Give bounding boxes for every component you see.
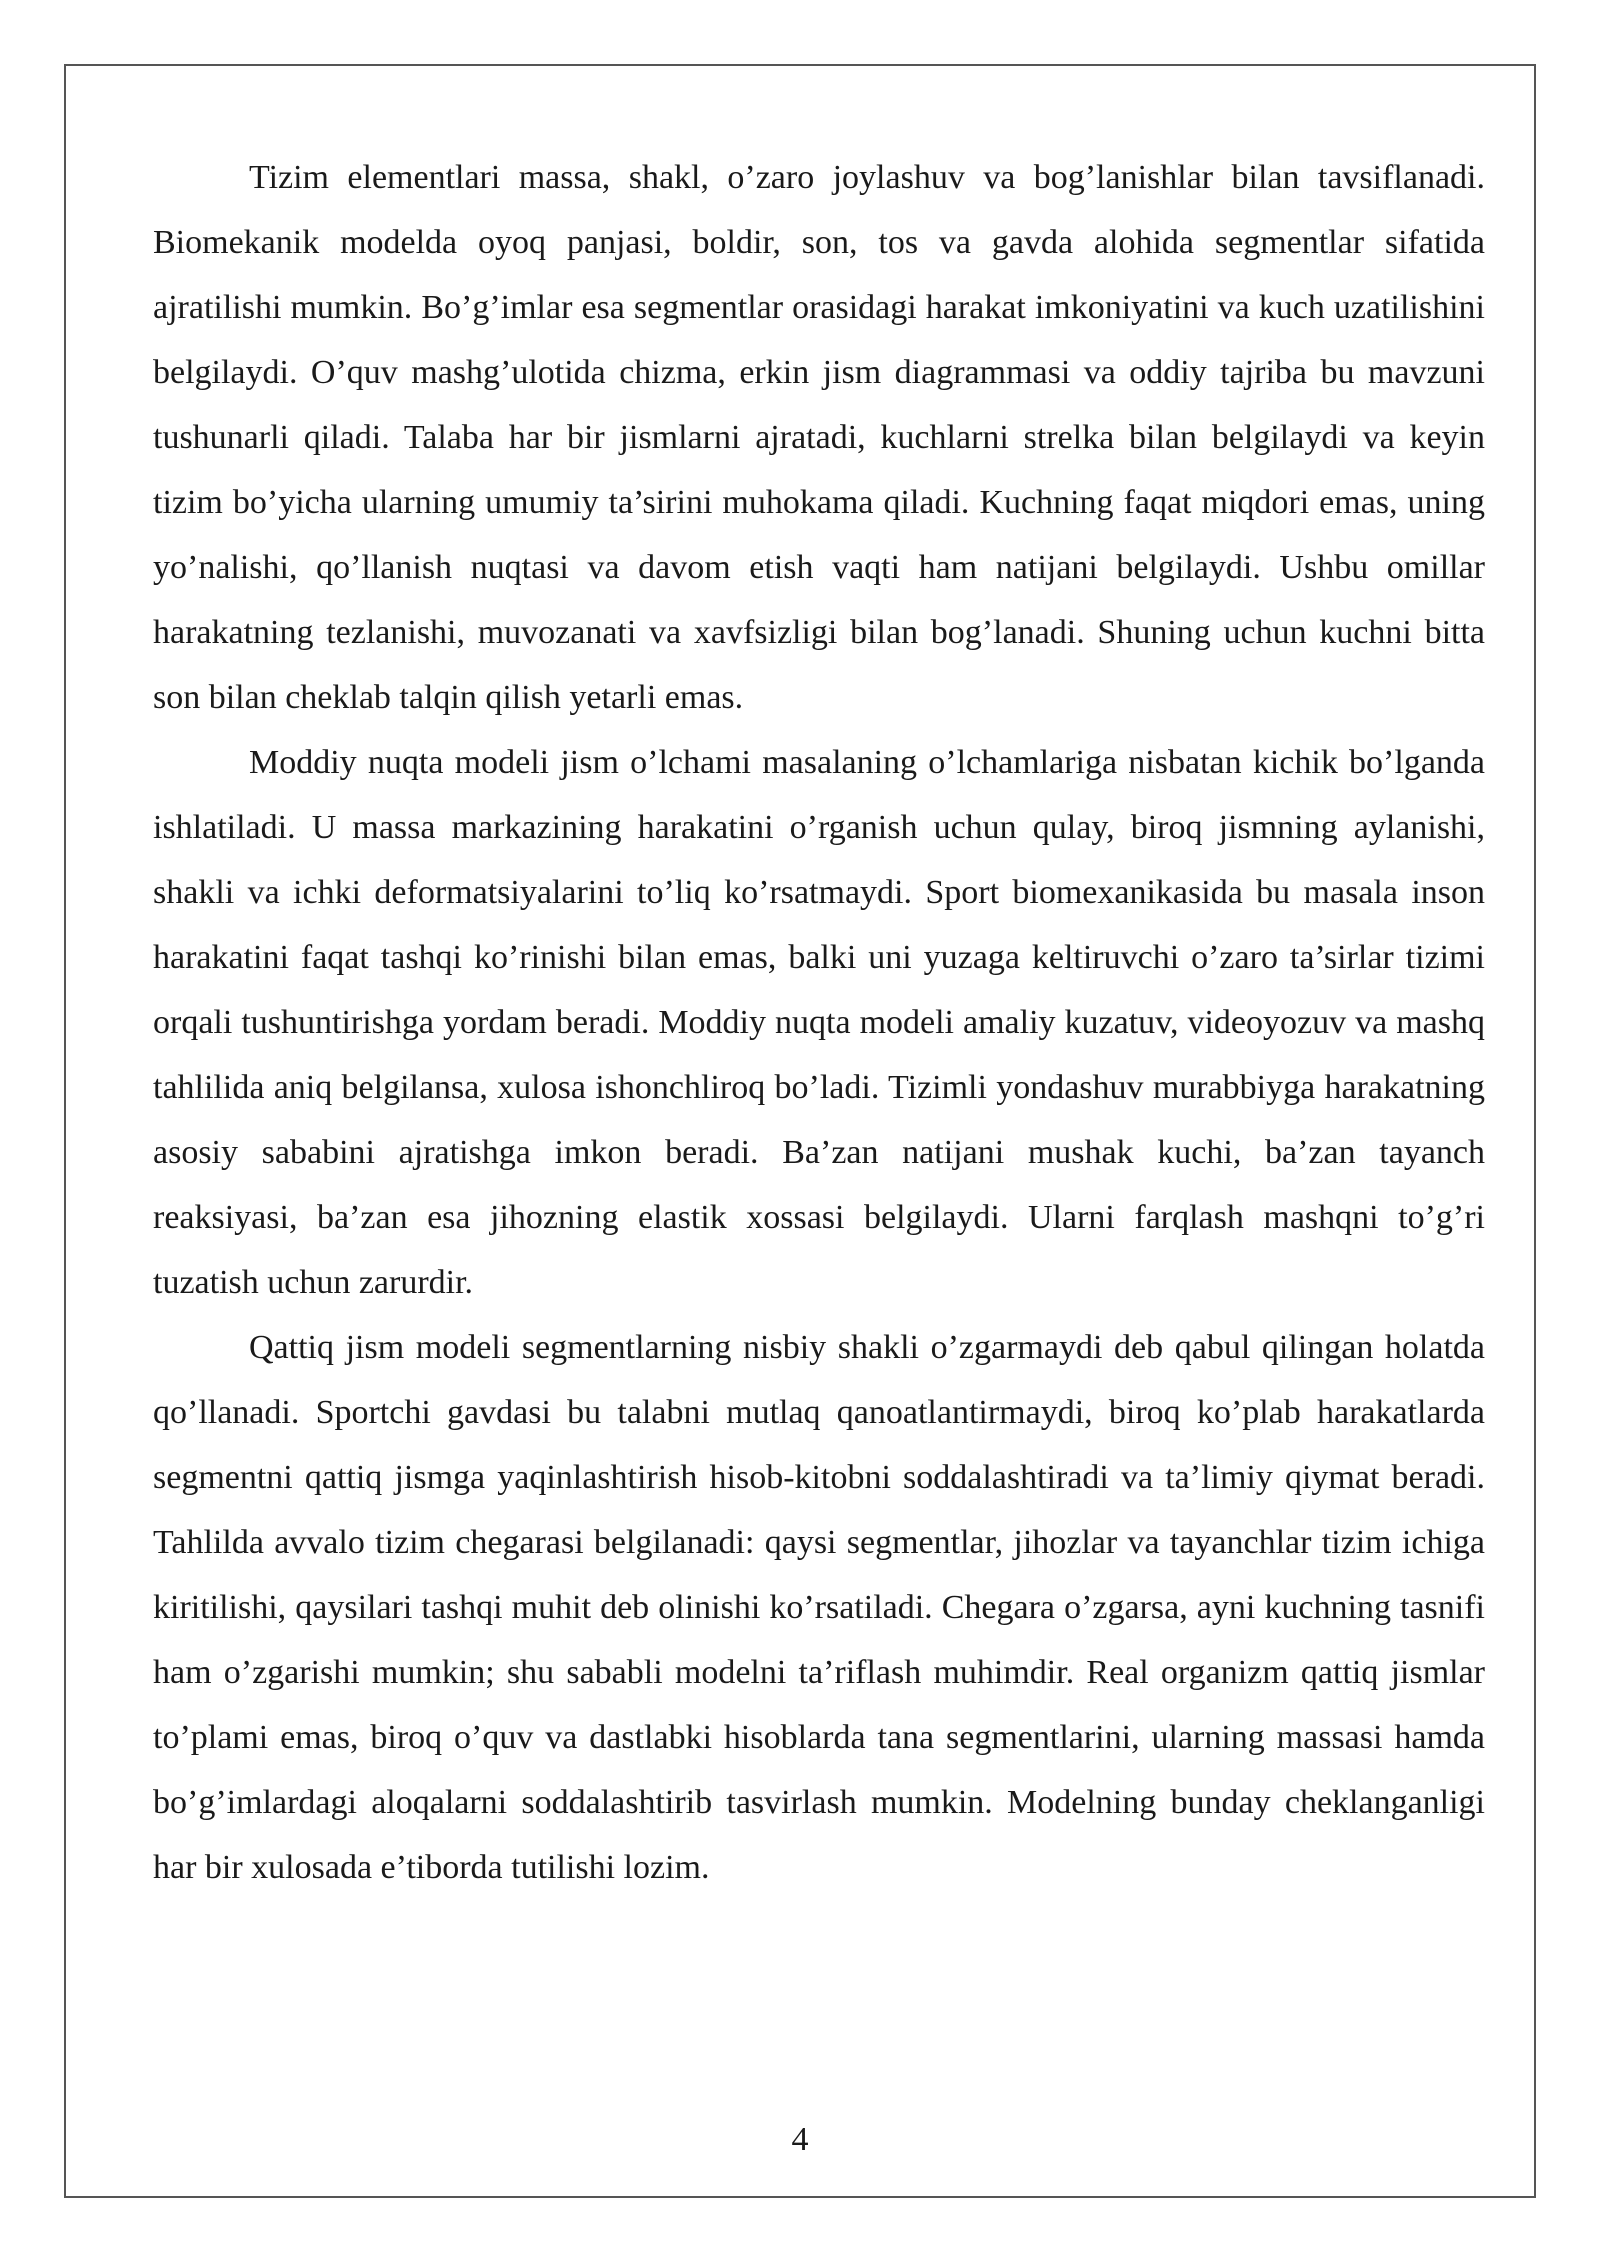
document-body — [153, 145, 1485, 1900]
paragraph-1: Tizim elementlari massa, shakl, o’zaro joylashuv va bog’lanishlar bilan tavsiflanadi. Biomekanik modelda oyoq panjasi, boldir, son, tos va gavda alohida segmentlar sifatida ajratilishi mumkin. Bo’g’imlar esa segmentlar orasidagi harakat imkoniyatini va kuch uzatilishini belgilaydi. O’quv mashg’ulotida chizma, erkin jism diagrammasi va oddiy tajriba bu mavzuni tushunarli qiladi. Talaba har bir jismlarni ajratadi, kuchlarni strelka bilan belgilaydi va keyin tizim bo’yicha ularning umumiy ta’sirini muhokama qiladi. Kuchning faqat miqdori emas, uning yo’nalishi, qo’llanish nuqtasi va davom etish vaqti ham natijani belgilaydi. Ushbu omillar harakatning tezlanishi, muvozanati va xavfsizligi bilan bog’lanadi. Shuning uchun kuchni bitta son bilan cheklab talqin qilish yetarli emas. — [153, 159, 1485, 716]
paragraph-2: Moddiy nuqta modeli jism o’lchami masalaning o’lchamlariga nisbatan kichik bo’lganda ishlatiladi. U massa markazining harakatini o’rganish uchun qulay, biroq jismning aylanishi, shakli va ichki deformatsiyalarini to’liq ko’rsatmaydi. Sport biomexanikasida bu masala inson harakatini faqat tashqi ko’rinishi bilan emas, balki uni yuzaga keltiruvchi o’zaro ta’sirlar tizimi orqali tushuntirishga yordam beradi. Moddiy nuqta modeli amaliy kuzatuv, videoyozuv va mashq tahlilida aniq belgilansa, xulosa ishonchliroq bo’ladi. Tizimli yondashuv murabbiyga harakatning asosiy sababini ajratishga imkon beradi. Ba’zan natijani mushak kuchi, ba’zan tayanch reaksiyasi, ba’zan esa jihozning elastik xossasi belgilaydi. Ularni farqlash mashqni to’g’ri tuzatish uchun zarurdir. — [153, 744, 1485, 1301]
page-number: 4 — [791, 2121, 809, 2158]
paragraph-3: Qattiq jism modeli segmentlarning nisbiy shakli o’zgarmaydi deb qabul qilingan holatda qo’llanadi. Sportchi gavdasi bu talabni mutlaq qanoatlantirmaydi, biroq ko’plab harakatlarda segmentni qattiq jismga yaqinlashtirish hisob-kitobni soddalashtiradi va ta’limiy qiymat beradi. Tahlilda avvalo tizim chegarasi belgilanadi: qaysi segmentlar, jihozlar va tayanchlar tizim ichiga kiritilishi, qaysilari tashqi muhit deb olinishi ko’rsatiladi. Chegara o’zgarsa, ayni kuchning tasnifi ham o’zgarishi mumkin; shu sababli modelni ta’riflash muhimdir. Real organizm qattiq jismlar to’plami emas, biroq o’quv va dastlabki hisoblarda tana segmentlarini, ularning massasi hamda bo’g’imlardagi aloqalarni soddalashtirib tasvirlash mumkin. Modelning bunday cheklanganligi har bir xulosada e’tiborda tutilishi lozim. — [153, 1329, 1485, 1886]
